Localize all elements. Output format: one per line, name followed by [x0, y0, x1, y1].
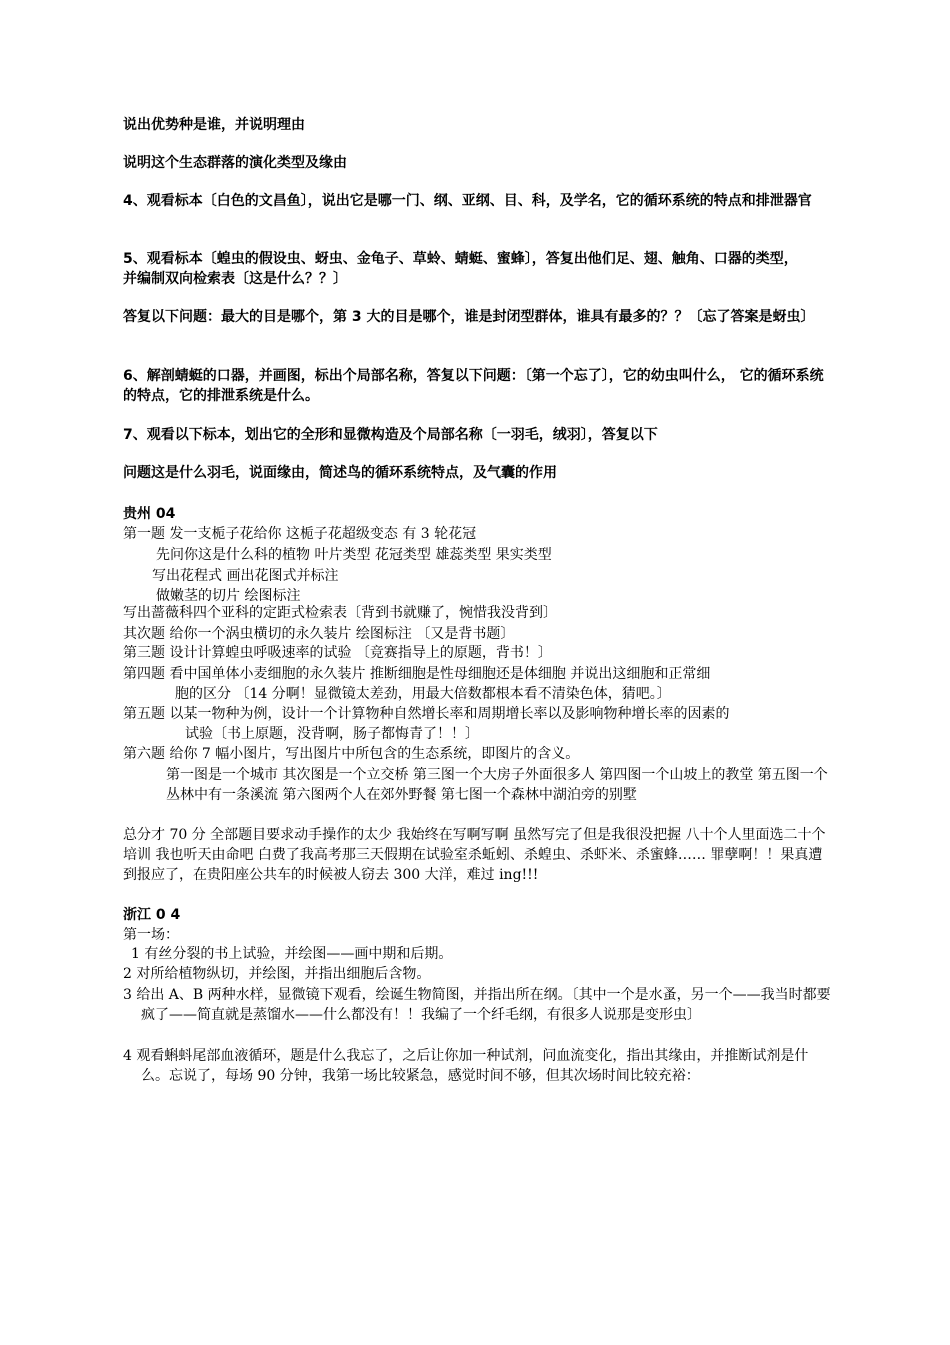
zhejiang-item-3: 3 给出 A、B 两种水样，显微镜下观看，绘诞生物简图，并指出所在纲。〔其中一个是水蚤，另一个——我当时都要疯了——简直就是蒸馏水——什么都没有！！我编了一个纤毛纲，有很多人说那是变形虫〕 — [123, 987, 831, 1023]
question-7-followup: 问题这是什么羽毛，说面缘由，简述鸟的循环系统特点，及气囊的作用 — [123, 465, 557, 481]
question-6: 6、解剖蜻蜓的口器，并画图，标出个局部名称，答复以下问题：〔第一个忘了〕，它的幼虫叫什么， 它的循环系统的特点，它的排泄系统是什么。 — [123, 368, 824, 404]
question-succession: 说明这个生态群落的演化类型及缘由 — [123, 155, 347, 171]
guizhou-question-6-detail: 第一图是一个城市 其次图是一个立交桥 第三图一个大房子外面很多人 第四图一个山坡上的教堂 第五图一个丛林中有一条溪流 第六图两个人在郊外野餐 第七图一个森林中湖泊旁的别墅 — [166, 767, 828, 803]
question-dominant-species: 说出优势种是谁，并说明理由 — [123, 117, 305, 133]
guizhou-question-1-part-c: 做嫩茎的切片 绘图标注 — [156, 588, 301, 604]
guizhou-question-4-cont: 胞的区分 〔14 分啊！显微镜太差劲，用最大倍数都根本看不清染色体，猜吧。〕 — [175, 686, 671, 702]
guizhou-question-3: 第三题 设计计算蝗虫呼吸速率的试验 〔竞赛指导上的原题，背书！〕 — [123, 645, 552, 661]
question-7: 7、观看以下标本，划出它的全形和显微构造及个局部名称〔一羽毛，绒羽〕，答复以下 — [123, 427, 658, 443]
guizhou-question-6: 第六题 给你 7 幅小图片，写出图片中所包含的生态系统，即图片的含义。 — [123, 746, 580, 762]
zhejiang-item-2: 2 对所给植物纵切，并绘图，并指出细胞后含物。 — [123, 966, 431, 982]
guizhou-question-1: 第一题 发一支栀子花给你 这栀子花超级变态 有 3 轮花冠 — [123, 526, 477, 542]
guizhou-question-1-part-b: 写出花程式 画出花图式并标注 — [152, 568, 339, 584]
guizhou-question-1-part-a: 先问你这是什么科的植物 叶片类型 花冠类型 雄蕊类型 果实类型 — [156, 547, 552, 563]
guizhou-question-4: 第四题 看中国单体小麦细胞的永久装片 推断细胞是性母细胞还是体细胞 并说出这细胞和正常细 — [123, 666, 711, 682]
question-4: 4、观看标本〔白色的文昌鱼〕，说出它是哪一门、纲、亚纲、目、科，及学名，它的循环系统的特点和排泄器官 — [123, 193, 812, 209]
zhejiang-item-1: 1 有丝分裂的书上试验，并绘图——画中期和后期。 — [131, 946, 453, 962]
question-5: 5、观看标本〔蝗虫的假设虫、蚜虫、金龟子、草蛉、蜻蜓、蜜蜂〕，答复出他们足、翅、触角、口器的类型，并编制双向检索表〔这是什么？？〕 — [123, 251, 798, 287]
guizhou-question-1-part-d: 写出蔷薇科四个亚科的定距式检索表〔背到书就赚了，惋惜我没背到〕 — [123, 605, 557, 621]
zhejiang-item-4: 4 观看蝌蚪尾部血液循环，题是什么我忘了，之后让你加一种试剂，问血流变化，指出其缘由，并推断试剂是什么。忘说了，每场 90 分钟，我第一场比较紧急，感觉时间不够，但其次场时间比较充裕： — [123, 1048, 809, 1084]
guizhou-heading: 贵州 04 — [123, 506, 176, 522]
guizhou-question-2: 其次题 给你一个涡虫横切的永久装片 绘图标注 〔又是背书题〕 — [123, 626, 515, 642]
zhejiang-session-1: 第一场： — [123, 927, 179, 943]
guizhou-summary: 总分才 70 分 全部题目要求动手操作的太少 我始终在写啊写啊 虽然写完了但是我很没把握 八十个人里面选二十个培训 我也听天由命吧 白费了我高考那三天假期在试验室杀蚯蚓、杀蝗虫、杀虾米、杀蜜蜂…… 罪孽啊！！果真遭到报应了，在贵阳座公共车的时候被人窃去 300 大洋，难过 ing!!! — [123, 827, 826, 883]
zhejiang-heading: 浙江 0 4 — [123, 907, 181, 923]
guizhou-question-5: 第五题 以某一物种为例，设计一个计算物种自然增长率和周期增长率以及影响物种增长率的因素的 — [123, 706, 730, 722]
question-5-followup: 答复以下问题：最大的目是哪个，第 3 大的目是哪个，谁是封闭型群体，谁具有最多的？？〔忘了答案是蚜虫〕 — [123, 309, 815, 325]
guizhou-question-5-cont: 试验〔书上原题，没背啊，肠子都悔青了！！〕 — [185, 726, 479, 742]
